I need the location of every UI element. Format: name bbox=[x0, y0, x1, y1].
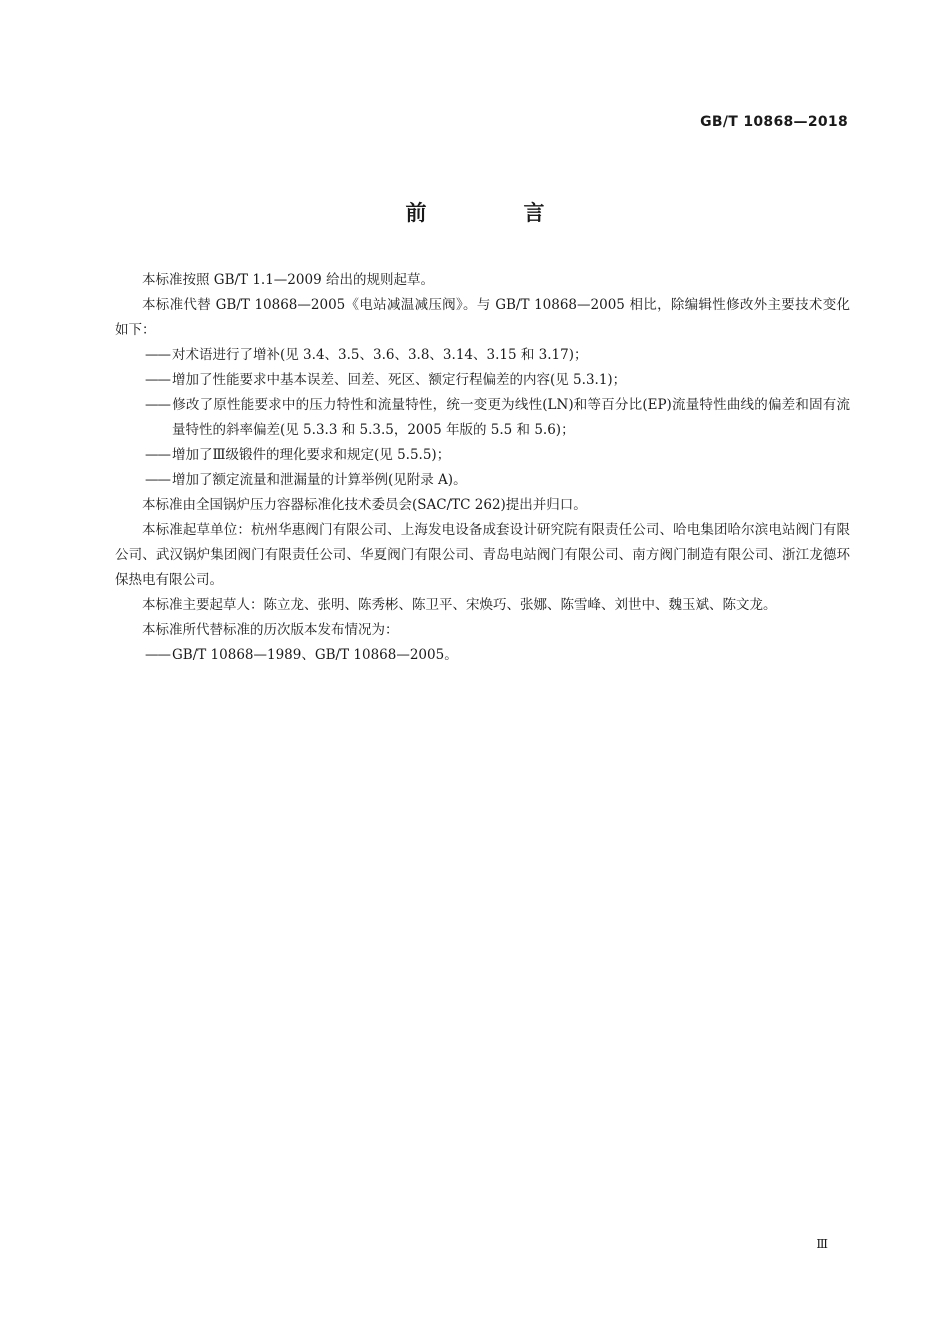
dash-marker: —— bbox=[145, 647, 170, 663]
change-item bbox=[115, 343, 850, 368]
change-item-text: 对术语进行了增补(见 3.4、3.5、3.6、3.8、3.14、3.15 和 3.17)； bbox=[172, 347, 588, 363]
change-item-text: 修改了原性能要求中的压力特性和流量特性，统一变更为线性(LN)和等百分比(EP)流量特性曲线的偏差和固有流量特性的斜率偏差(见 5.3.3 和 5.3.5，2005 年版的 5.5 和 5.6)； bbox=[172, 397, 850, 438]
history-item bbox=[115, 643, 850, 668]
change-item bbox=[115, 393, 850, 443]
dash-marker: —— bbox=[145, 347, 170, 363]
change-item-text: 增加了额定流量和泄漏量的计算举例(见附录 A)。 bbox=[172, 472, 467, 488]
page-number: Ⅲ bbox=[816, 1237, 828, 1251]
paragraph-drafting-units: 本标准起草单位：杭州华惠阀门有限公司、上海发电设备成套设计研究院有限责任公司、哈电集团哈尔滨电站阀门有限公司、武汉锅炉集团阀门有限责任公司、华夏阀门有限公司、青岛电站阀门有限公司、南方阀门制造有限公司、浙江龙德环保热电有限公司。 bbox=[115, 522, 850, 588]
dash-marker: —— bbox=[145, 447, 170, 463]
change-item bbox=[115, 368, 850, 393]
standard-code: GB/T 10868—2018 bbox=[700, 114, 848, 130]
page-title: 前 言 bbox=[405, 201, 583, 225]
change-item bbox=[115, 468, 850, 493]
change-item bbox=[115, 443, 850, 468]
paragraph-drafters: 本标准主要起草人：陈立龙、张明、陈秀彬、陈卫平、宋焕巧、张娜、陈雪峰、刘世中、魏玉斌、陈文龙。 bbox=[142, 597, 777, 613]
paragraph-replacement: 本标准代替 GB/T 10868—2005《电站减温减压阀》。与 GB/T 10868—2005 相比，除编辑性修改外主要技术变化如下： bbox=[115, 297, 850, 338]
paragraph-drafting-rules: 本标准按照 GB/T 1.1—2009 给出的规则起草。 bbox=[142, 272, 434, 288]
paragraph-proposer: 本标准由全国锅炉压力容器标准化技术委员会(SAC/TC 262)提出并归口。 bbox=[142, 497, 587, 513]
change-item-text: 增加了Ⅲ级锻件的理化要求和规定(见 5.5.5)； bbox=[172, 447, 451, 463]
history-item-text: GB/T 10868—1989、GB/T 10868—2005。 bbox=[172, 647, 458, 663]
dash-marker: —— bbox=[145, 397, 170, 413]
dash-marker: —— bbox=[145, 372, 170, 388]
dash-marker: —— bbox=[145, 472, 170, 488]
paragraph-history-intro: 本标准所代替标准的历次版本发布情况为： bbox=[142, 622, 399, 638]
change-item-text: 增加了性能要求中基本误差、回差、死区、额定行程偏差的内容(见 5.3.1)； bbox=[172, 372, 627, 388]
foreword-body bbox=[115, 268, 850, 668]
